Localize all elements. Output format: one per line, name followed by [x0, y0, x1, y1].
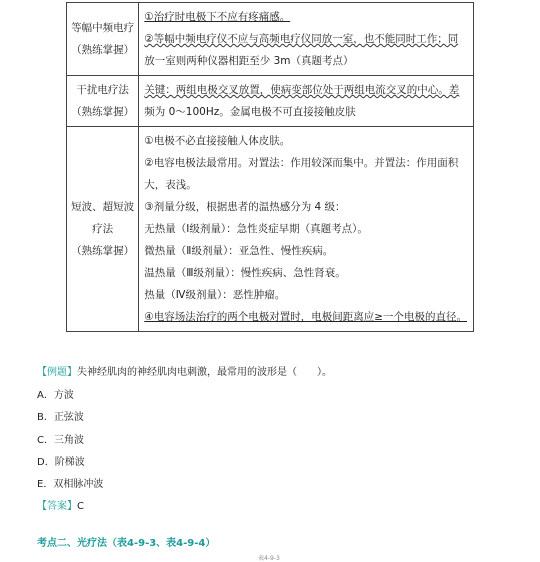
desc-line: 无热量（Ⅰ级剂量）：急性炎症早期（真题考点）。 — [144, 223, 368, 235]
option-d: D．阶梯波 — [37, 457, 85, 468]
desc-line: 温热量（Ⅲ级剂量）：慢性疾病、急性肾衰。 — [144, 267, 346, 279]
desc-line: ①治疗时电极下不应有疼痛感。 — [144, 11, 291, 23]
table-row — [67, 3, 474, 76]
term-name-cont: 疗法 — [92, 223, 114, 235]
page-footer: 表4-9-3 — [258, 555, 280, 562]
desc-line: ③剂量分级，根据患者的温热感分为 4 级： — [144, 201, 346, 213]
desc-cell — [139, 76, 474, 127]
answer-tag: 【答案】 — [37, 501, 77, 512]
term-name: 短波、超短波 — [71, 201, 135, 213]
desc-line: 放一室则两种仪器相距至少 3m（真题考点） — [144, 55, 354, 67]
term-name: 干扰电疗法 — [76, 84, 129, 96]
question-stem — [37, 363, 332, 378]
term-cell — [67, 76, 139, 127]
question-text: 失神经肌肉的神经肌肉电刺激，最常用的波形是（ ）。 — [77, 367, 332, 378]
desc-cell — [139, 127, 474, 332]
term-level: （熟练掌握） — [71, 44, 135, 56]
answer — [37, 497, 84, 512]
option-c: C．三角波 — [37, 435, 84, 446]
desc-line: ②电容电极法最常用。对置法：作用较深而集中。并置法：作用面积大，表浅。 — [144, 157, 459, 191]
option-b: B．正弦波 — [37, 412, 84, 423]
desc-cell — [139, 3, 474, 76]
term-cell — [67, 127, 139, 332]
desc-line: 频为 0～100Hz。金属电极不可直接接触皮肤 — [144, 106, 356, 118]
question-tag: 【例题】 — [37, 367, 77, 378]
term-level: （熟练掌握） — [71, 245, 135, 257]
answer-value: C — [77, 501, 84, 512]
option-a: A．方波 — [37, 390, 74, 401]
table-row — [67, 127, 474, 332]
desc-line: 关键：两组电极交叉放置，使病变部位处于两组电流交叉的中心。差 — [144, 84, 460, 96]
table-row — [67, 76, 474, 127]
desc-line: 微热量（Ⅱ级剂量）：亚急性、慢性疾病。 — [144, 245, 334, 257]
desc-line: ①电极不必直接接触人体皮肤。 — [144, 135, 291, 147]
term-cell — [67, 3, 139, 76]
option-e: E．双相脉冲波 — [37, 479, 104, 490]
desc-line: ④电容场法治疗的两个电极对置时，电极间距离应≥一个电极的直径。 — [144, 311, 467, 323]
term-level: （熟练掌握） — [71, 106, 135, 118]
term-name: 等幅中频电疗 — [71, 22, 135, 34]
therapy-table — [66, 2, 474, 332]
desc-line: 热量（Ⅳ级剂量）：恶性肿瘤。 — [144, 289, 286, 301]
desc-line: ②等幅中频电疗仪不应与高频电疗仪同放一室，也不能同时工作；同 — [144, 33, 459, 45]
section-title: 考点二、光疗法（表4-9-3、表4-9-4） — [37, 538, 216, 549]
